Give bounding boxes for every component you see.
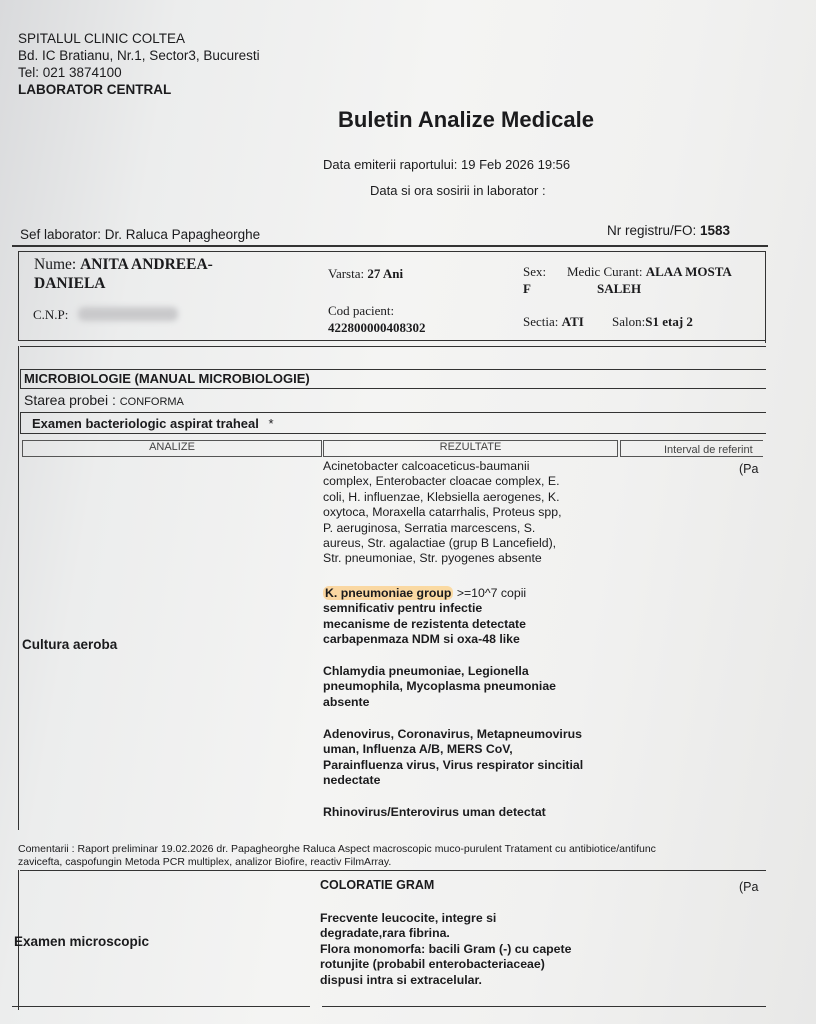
culture-absent-list: [323, 459, 562, 567]
doctor-line1: ALAA MOSTA: [645, 264, 732, 279]
frame-left: [18, 346, 19, 830]
result-line: Str. pneumoniae, Str. pyogenes absente: [323, 551, 542, 566]
section-ward: [523, 314, 584, 330]
section-value: ATI: [561, 314, 584, 329]
attending-doctor: [567, 263, 732, 297]
result-line: Flora monomorfa: bacili Gram (-) cu capete: [320, 941, 572, 956]
lab-chief: Sef laborator: Dr. Raluca Papagheorghe: [20, 227, 261, 242]
result-line: Acinetobacter calcoaceticus-baumanii: [323, 459, 530, 473]
result-line: nedectate: [323, 773, 381, 788]
patient-box-right: [765, 251, 766, 343]
result-line: degradate,rara fibrina.: [320, 926, 450, 941]
hospital-phone: Tel: 021 3874100: [18, 65, 122, 80]
age-value: 27 Ani: [367, 266, 404, 281]
kp-line: [323, 586, 526, 601]
result-line: Parainfluenza virus, Virus respirator sincitial: [323, 757, 584, 772]
result-line: pneumophila, Mycoplasma pneumoniae: [323, 679, 556, 694]
micro-ref: (Pa: [739, 880, 759, 894]
doctor-label: Medic Curant:: [567, 264, 643, 279]
patient-age: [328, 266, 403, 282]
micro-label: Examen microscopic: [14, 934, 150, 949]
age-label: Varsta:: [328, 266, 365, 281]
exam-left: [20, 412, 21, 434]
result-line: aureus, Str. agalactiae (grup B Lancefield),: [323, 536, 557, 551]
sex-label: Sex:: [523, 264, 547, 279]
registry-label: Nr registru/FO:: [607, 223, 697, 238]
exam-bottom-line: [20, 433, 766, 434]
name-line1: ANITA ANDREEA-: [80, 256, 213, 273]
result-line: uman, Influenza A/B, MERS CoV,: [323, 742, 513, 757]
cnp-label: C.N.P:: [33, 307, 69, 322]
result-line: absente: [323, 694, 370, 709]
exam-title: [32, 416, 274, 431]
arrival-date: Data si ora sosirii in laborator :: [370, 183, 546, 198]
cnp-redacted: [78, 307, 178, 321]
rhinovirus-result: Rhinovirus/Enterovirus uman detectat: [323, 805, 546, 819]
room-value: S1 etaj 2: [645, 314, 693, 329]
section-title: MICROBIOLOGIE (MANUAL MICROBIOLOGIE): [24, 371, 310, 386]
section-label: Sectia:: [523, 314, 559, 329]
culture-ref: (Pa: [739, 462, 759, 476]
patient-code: [328, 302, 426, 336]
result-line: Frecvente leucocite, integre si: [320, 911, 497, 925]
atypical-pathogens: [323, 664, 556, 710]
patient-box-left: [18, 251, 19, 341]
culture-label: Cultura aeroba: [22, 637, 118, 652]
section-top-line: [20, 369, 766, 370]
result-line: mecanisme de rezistenta detectate: [323, 616, 526, 631]
doctor-line2: SALEH: [597, 281, 642, 296]
sex-value: F: [523, 281, 531, 296]
col-results-label: REZULTATE: [439, 441, 502, 453]
registry-number: [607, 223, 730, 238]
kp-highlight: K. pneumoniae group: [325, 586, 452, 600]
sample-state: [24, 392, 184, 408]
code-value: 422800000408302: [328, 320, 426, 335]
exam-title-text: Examen bacteriologic aspirat traheal: [32, 416, 259, 431]
patient-box-top: [12, 245, 768, 247]
patient-name: [34, 255, 213, 293]
bottom-line-left: [12, 1006, 310, 1007]
kp-finding: [323, 586, 526, 648]
patient-box-bottom: [18, 340, 766, 341]
result-line: Chlamydia pneumoniae, Legionella: [323, 664, 529, 678]
result-line: complex, Enterobacter cloacae complex, E.: [323, 474, 560, 489]
comments: [18, 843, 762, 869]
room: [612, 314, 693, 330]
exam-mark: *: [268, 416, 274, 431]
result-line: oxytoca, Moraxella catarrhalis, Proteus spp,: [323, 505, 562, 520]
section-left: [20, 369, 21, 389]
kp-count: >=10^7 copii: [456, 586, 527, 600]
name-line2: DANIELA: [34, 275, 106, 292]
viral-panel: [323, 727, 583, 789]
hospital-address: Bd. IC Bratianu, Nr.1, Sector3, Bucuresti: [18, 48, 260, 63]
issue-date: Data emiterii raportului: 19 Feb 2026 19:56: [323, 157, 571, 172]
result-line: P. aeruginosa, Serratia marcescens, S.: [323, 520, 536, 535]
comments-line1: Comentarii : Raport preliminar 19.02.2026 dr. Papagheorghe Raluca Aspect macroscopic muco-purulent Tratament cu antibiotice/antifunc: [18, 843, 656, 855]
col-analyses-label: ANALIZE: [149, 441, 195, 453]
micro-top-line: [20, 870, 766, 871]
frame-top: [20, 346, 766, 347]
patient-sex: [523, 263, 546, 297]
comments-line2: zavicefta, caspofungin Metoda PCR multiplex, analizor Biofire, reactiv FilmArray.: [18, 856, 392, 868]
room-label: Salon:: [612, 314, 646, 329]
sample-label: Starea probei :: [24, 392, 116, 408]
result-line: carbapenmaza NDM si oxa-48 like: [323, 632, 520, 647]
result-line: coli, H. influenzae, Klebsiella aerogenes, K.: [323, 489, 560, 504]
code-label: Cod pacient:: [328, 303, 395, 318]
col-interval-label: Interval de referint: [664, 444, 753, 456]
name-label: Nume:: [34, 256, 77, 273]
gram-findings: [320, 911, 571, 988]
bottom-line-right: [322, 1006, 766, 1007]
result-line: semnificativ pentru infectie: [323, 601, 483, 616]
hospital-name: SPITALUL CLINIC COLTEA: [18, 31, 186, 46]
registry-value: 1583: [700, 223, 731, 238]
exam-top-line: [20, 412, 766, 413]
result-line: dispusi intra si extracelular.: [320, 972, 482, 987]
result-line: rotunjite (probabil enterobacteriaceae): [320, 957, 545, 972]
gram-heading: COLORATIE GRAM: [320, 878, 435, 892]
patient-box-inner-top: [18, 251, 766, 252]
section-bottom-line: [20, 388, 766, 389]
report-title: Buletin Analize Medicale: [338, 107, 594, 132]
result-line: Adenovirus, Coronavirus, Metapneumovirus: [323, 727, 582, 741]
lab-name: LABORATOR CENTRAL: [18, 82, 172, 97]
sample-value: CONFORMA: [119, 396, 184, 408]
